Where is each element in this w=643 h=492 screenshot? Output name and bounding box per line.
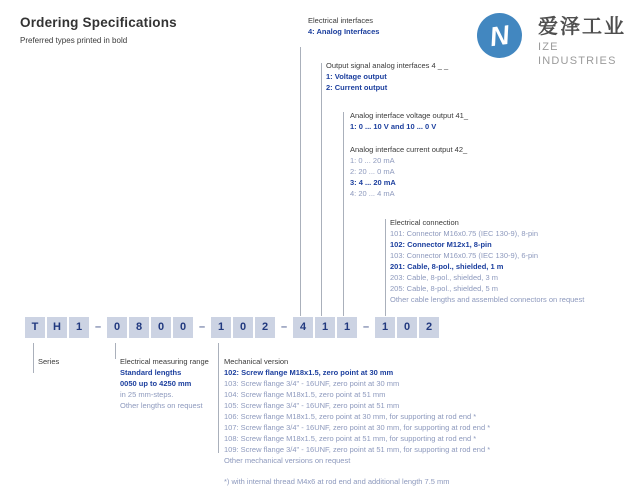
- option-line: 108: Screw flange M18x1.5, zero point at 51 mm, for supporting at rod end *: [224, 434, 477, 443]
- page-subtitle: Preferred types printed in bold: [20, 36, 128, 45]
- option-line: 4: 20 ... 4 mA: [350, 189, 395, 198]
- option-line: 4: Analog Interfaces: [308, 27, 380, 36]
- part-number-separator: –: [94, 321, 102, 333]
- option-line: 102: Connector M12x1, 8-pin: [390, 240, 492, 249]
- part-number-char: H: [47, 317, 67, 338]
- option-line: Standard lengths: [120, 368, 182, 377]
- logo-mark-icon: [477, 13, 522, 63]
- part-number-char: 0: [151, 317, 171, 338]
- option-line: in 25 mm-steps.: [120, 390, 174, 399]
- section-electrical-connection: [390, 217, 584, 305]
- part-number-char: 1: [315, 317, 335, 338]
- section-output-signal: [326, 60, 448, 93]
- section-mechanical-version: [224, 356, 490, 466]
- option-line: 107: Screw flange 3/4" - 16UNF, zero point at 30 mm, for supporting at rod end *: [224, 423, 491, 432]
- part-number-char: 0: [107, 317, 127, 338]
- section-title: Analog interface voltage output 41_: [350, 111, 469, 120]
- logo-en-text: IZE INDUSTRIES: [538, 41, 617, 67]
- section-title: Series: [38, 357, 60, 366]
- section-electrical-interfaces: [308, 15, 379, 37]
- option-line: 104: Screw flange M18x1.5, zero point at 51 mm: [224, 390, 386, 399]
- option-line: Other lengths on request: [120, 401, 203, 410]
- option-line: Other mechanical versions on request: [224, 456, 351, 465]
- option-line: 203: Cable, 8-pol., shielded, 3 m: [390, 273, 498, 282]
- part-number-separator: –: [198, 321, 206, 333]
- option-line: 102: Screw flange M18x1.5, zero point at 30 mm: [224, 368, 394, 377]
- section-title: Electrical connection: [390, 218, 459, 227]
- option-line: 0050 up to 4250 mm: [120, 379, 192, 388]
- part-number-char: 0: [397, 317, 417, 338]
- logo: [477, 13, 637, 67]
- part-number-char: 0: [233, 317, 253, 338]
- part-number-char: 1: [375, 317, 395, 338]
- connector-line: [385, 219, 386, 316]
- section-title: Analog interface current output 42_: [350, 145, 468, 154]
- section-title: Electrical measuring range: [120, 357, 209, 366]
- option-line: 3: 4 ... 20 mA: [350, 178, 396, 187]
- section-title: Electrical interfaces: [308, 16, 374, 25]
- mechanical-footnote: *) with internal thread M4x6 at rod end and additional length 7.5 mm: [224, 477, 450, 486]
- connector-line: [33, 343, 34, 373]
- option-line: 1: Voltage output: [326, 72, 387, 81]
- connector-line: [343, 112, 344, 316]
- option-line: 201: Cable, 8-pol., shielded, 1 m: [390, 262, 504, 271]
- connector-line: [300, 47, 301, 316]
- section-title: Output signal analog interfaces 4 _ _: [326, 61, 449, 70]
- part-number-separator: –: [280, 321, 288, 333]
- part-number-char: 2: [419, 317, 439, 338]
- part-number-char: 8: [129, 317, 149, 338]
- section-current-output: [350, 144, 467, 199]
- connector-line: [218, 343, 219, 453]
- option-line: 2: Current output: [326, 83, 388, 92]
- option-line: Other cable lengths and assembled connectors on request: [390, 295, 585, 304]
- part-number-separator: –: [362, 321, 370, 333]
- option-line: 2: 20 ... 0 mA: [350, 167, 395, 176]
- svg-text:N: N: [487, 19, 512, 53]
- section-measuring-range: [120, 356, 209, 411]
- part-number-char: 2: [255, 317, 275, 338]
- connector-line: [115, 343, 116, 359]
- part-number-char: T: [25, 317, 45, 338]
- option-line: 1: 0 ... 10 V and 10 ... 0 V: [350, 122, 437, 131]
- option-line: 205: Cable, 8-pol., shielded, 5 m: [390, 284, 498, 293]
- option-line: 101: Connector M16x0.75 (IEC 130-9), 8-pin: [390, 229, 538, 238]
- part-number-char: 1: [211, 317, 231, 338]
- logo-cn-text: 爱泽工业: [538, 16, 626, 38]
- page-title: Ordering Specifications: [20, 15, 177, 30]
- option-line: 105: Screw flange 3/4" - 16UNF, zero point at 51 mm: [224, 401, 400, 410]
- connector-line: [321, 63, 322, 316]
- section-voltage-output: [350, 110, 468, 132]
- option-line: 1: 0 ... 20 mA: [350, 156, 395, 165]
- option-line: 109: Screw flange 3/4" - 16UNF, zero point at 51 mm, for supporting at rod end *: [224, 445, 491, 454]
- option-line: 103: Screw flange 3/4" - 16UNF, zero point at 30 mm: [224, 379, 400, 388]
- part-number-char: 1: [69, 317, 89, 338]
- part-number-char: 4: [293, 317, 313, 338]
- part-number-char: 1: [337, 317, 357, 338]
- option-line: 103: Connector M16x0.75 (IEC 130-9), 6-pin: [390, 251, 538, 260]
- section-series: [38, 356, 59, 367]
- part-number-char: 0: [173, 317, 193, 338]
- part-number-row: [25, 317, 439, 338]
- section-title: Mechanical version: [224, 357, 289, 366]
- option-line: 106: Screw flange M18x1.5, zero point at 30 mm, for supporting at rod end *: [224, 412, 477, 421]
